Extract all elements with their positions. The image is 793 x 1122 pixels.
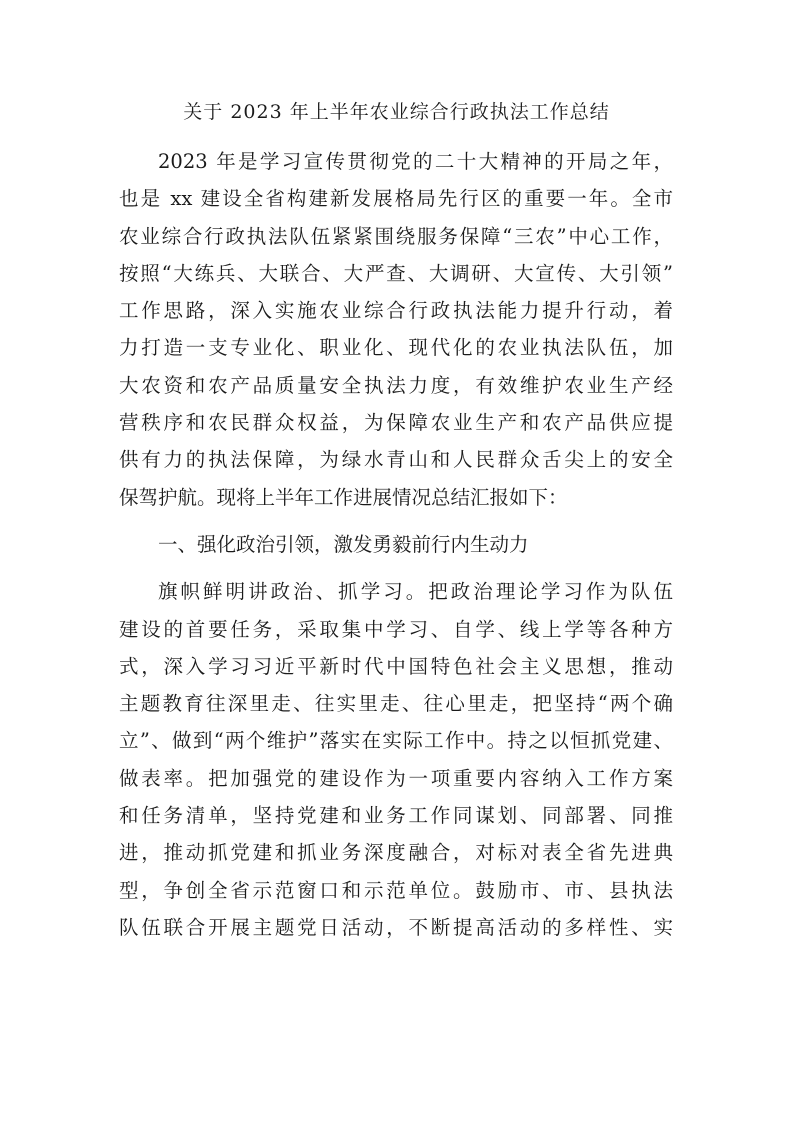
text-line: 保驾护航。现将上半年工作进展情况总结汇报如下：	[119, 485, 568, 509]
document-body	[119, 143, 673, 946]
document-title: 关于 2023 年上半年农业综合行政执法工作总结	[183, 101, 610, 123]
text-line: 工作思路，深入实施农业综合行政执法能力提升行动，着	[119, 299, 673, 323]
section-1-heading: 一、强化政治引领，激发勇毅前行内生动力	[158, 532, 529, 556]
intro-paragraph	[119, 143, 673, 516]
text-line: 和任务清单，坚持党建和业务工作同谋划、同部署、同推	[119, 804, 673, 828]
text-line: 旗帜鲜明讲政治、抓学习。把政治理论学习作为队伍	[158, 580, 673, 604]
text-line: 立”、做到“两个维护”落实在实际工作中。持之以恒抓党建、	[119, 729, 673, 753]
text-line: 式，深入学习习近平新时代中国特色社会主义思想，推动	[119, 654, 673, 678]
section-1-paragraph	[119, 573, 673, 946]
text-line: 供有力的执法保障，为绿水青山和人民群众舌尖上的安全	[119, 448, 673, 472]
text-line: 主题教育往深里走、往实里走、往心里走，把坚持“两个确	[119, 692, 673, 716]
text-line: 力打造一支专业化、职业化、现代化的农业执法队伍，加	[119, 336, 673, 360]
text-line: 做表率。把加强党的建设作为一项重要内容纳入工作方案	[119, 766, 673, 790]
section-heading	[119, 526, 673, 563]
text-line: 型，争创全省示范窗口和示范单位。鼓励市、市、县执法	[119, 878, 673, 902]
text-line: 进，推动抓党建和抓业务深度融合，对标对表全省先进典	[119, 841, 673, 865]
text-line: 农业综合行政执法队伍紧紧围绕服务保障“三农”中心工作，	[119, 224, 673, 248]
text-line: 2023 年是学习宣传贯彻党的二十大精神的开局之年，	[158, 150, 673, 173]
text-line: 也是 xx 建设全省构建新发展格局先行区的重要一年。全市	[119, 187, 673, 211]
text-line: 按照“大练兵、大联合、大严查、大调研、大宣传、大引领”	[119, 261, 673, 285]
text-line: 大农资和农产品质量安全执法力度，有效维护农业生产经	[119, 373, 673, 397]
text-line: 建设的首要任务，采取集中学习、自学、线上学等各种方	[119, 617, 673, 641]
text-line: 队伍联合开展主题党日活动，不断提高活动的多样性、实	[119, 915, 673, 939]
text-line: 营秩序和农民群众权益，为保障农业生产和农产品供应提	[119, 411, 673, 435]
